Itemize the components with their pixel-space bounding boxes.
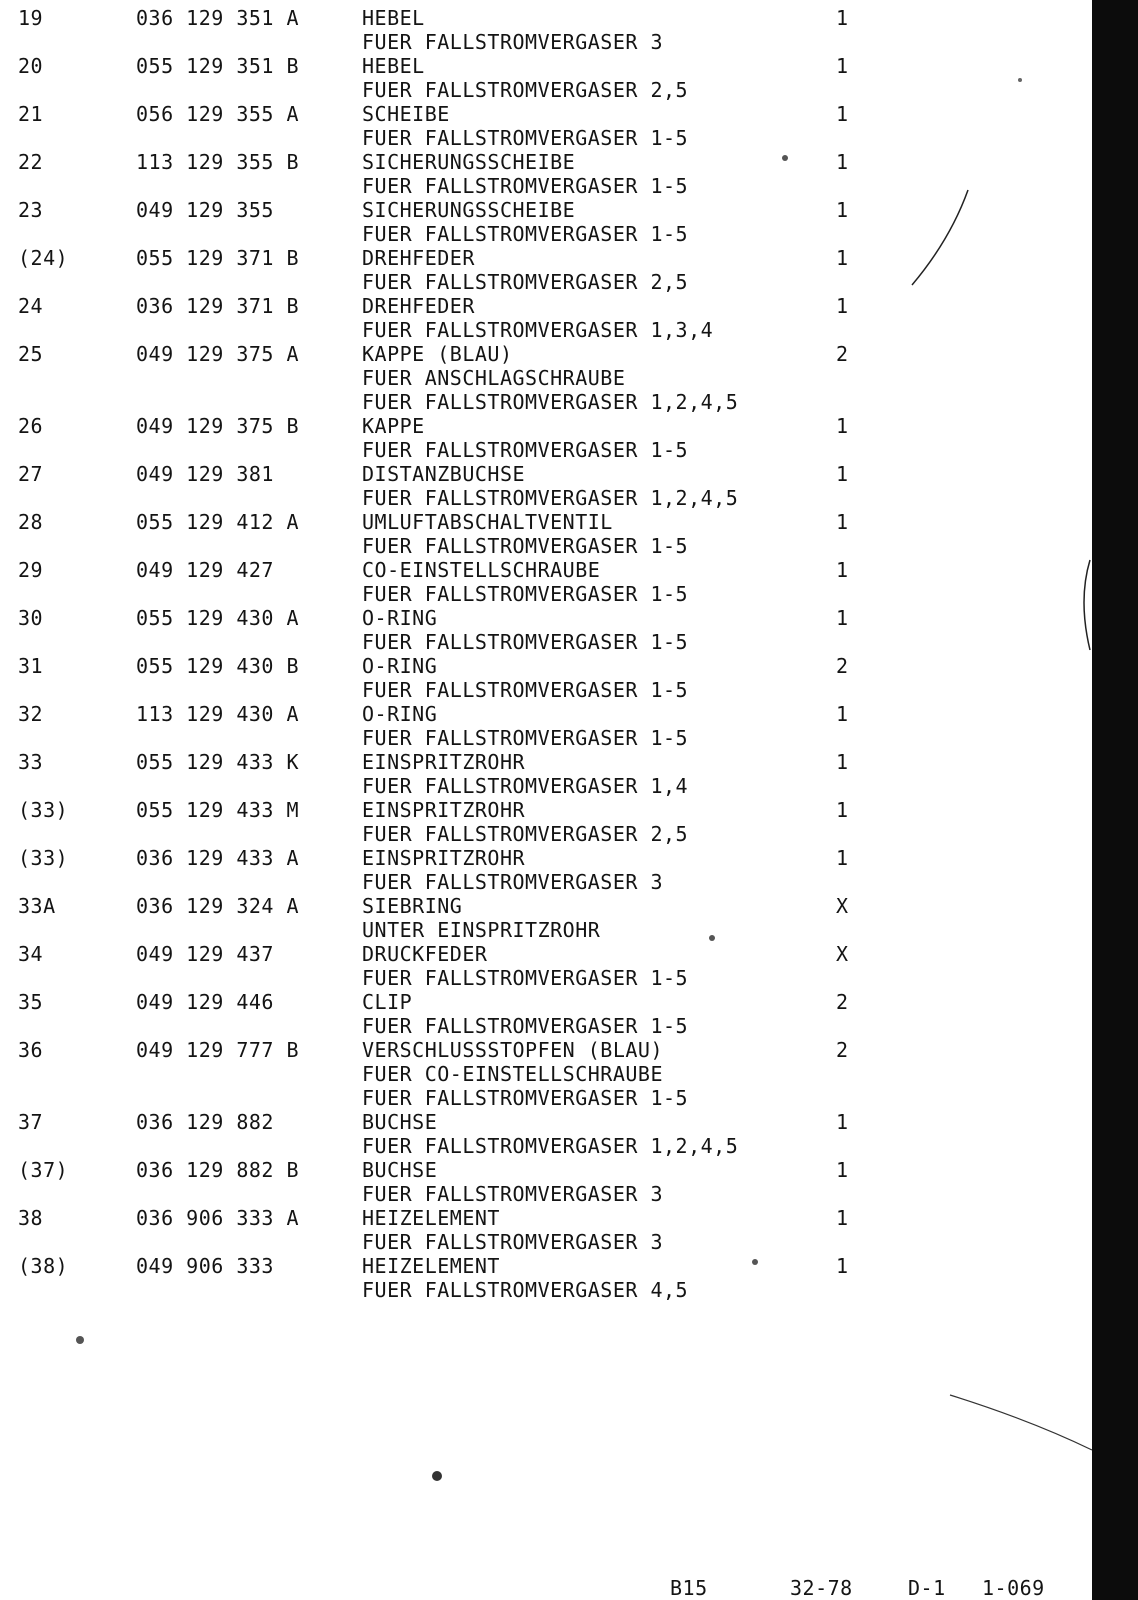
part-description: DRUCKFEDER [362,942,488,966]
part-position: 24 [18,294,44,318]
part-main-line [0,798,1080,822]
part-note-line [0,918,1080,942]
part-position: (33) [18,846,69,870]
part-quantity: X [836,894,849,918]
part-position: (37) [18,1158,69,1182]
part-description: CLIP [362,990,413,1014]
part-description: SCHEIBE [362,102,450,126]
part-quantity: 1 [836,798,849,822]
part-main-line [0,414,1080,438]
part-number: 036 129 433 A [136,846,300,870]
part-quantity: 1 [836,558,849,582]
part-note-line [0,30,1080,54]
part-number: 055 129 433 K [136,750,300,774]
part-application: FUER FALLSTROMVERGASER 1,2,4,5 [362,1134,739,1158]
footer-code: 32-78 [790,1576,853,1600]
part-entry [0,510,1080,558]
part-application: FUER CO-EINSTELLSCHRAUBE [362,1062,663,1086]
part-quantity: 1 [836,246,849,270]
part-note-line [0,318,1080,342]
part-application: FUER FALLSTROMVERGASER 3 [362,1182,663,1206]
part-main-line [0,510,1080,534]
part-note-line [0,966,1080,990]
part-entry [0,942,1080,990]
part-number: 055 129 412 A [136,510,300,534]
part-note-line [0,1086,1080,1110]
part-number: 036 129 351 A [136,6,300,30]
part-description: O-RING [362,654,438,678]
part-note-line [0,1182,1080,1206]
part-note-line [0,222,1080,246]
part-quantity: 1 [836,198,849,222]
part-position: 22 [18,150,44,174]
part-position: 25 [18,342,44,366]
part-number: 055 129 430 B [136,654,300,678]
part-entry [0,1206,1080,1254]
part-quantity: 1 [836,846,849,870]
part-number: 056 129 355 A [136,102,300,126]
part-quantity: 2 [836,1038,849,1062]
part-position: 33 [18,750,44,774]
part-quantity: 1 [836,462,849,486]
part-entry [0,894,1080,942]
part-entry [0,606,1080,654]
part-position: (24) [18,246,69,270]
part-main-line [0,894,1080,918]
part-note-line [0,870,1080,894]
parts-list [0,6,1080,1302]
part-number: 036 129 882 B [136,1158,300,1182]
part-description: DREHFEDER [362,246,475,270]
part-description: KAPPE [362,414,425,438]
scan-speck [76,1336,84,1344]
part-main-line [0,654,1080,678]
part-number: 049 906 333 [136,1254,274,1278]
part-description: SIEBRING [362,894,463,918]
part-number: 049 129 381 [136,462,274,486]
part-application: UNTER EINSPRITZROHR [362,918,601,942]
part-note-line [0,1278,1080,1302]
part-quantity: 1 [836,702,849,726]
footer-sheet: 1-069 [982,1576,1045,1600]
part-number: 049 129 446 [136,990,274,1014]
part-description: KAPPE (BLAU) [362,342,513,366]
part-number: 049 129 355 [136,198,274,222]
part-description: SICHERUNGSSCHEIBE [362,150,576,174]
part-position: 32 [18,702,44,726]
part-application: FUER FALLSTROMVERGASER 1-5 [362,630,689,654]
part-entry [0,990,1080,1038]
part-note-line [0,630,1080,654]
part-description: O-RING [362,606,438,630]
part-number: 049 129 437 [136,942,274,966]
part-note-line [0,1014,1080,1038]
part-number: 036 906 333 A [136,1206,300,1230]
part-note-line [0,1134,1080,1158]
part-position: 34 [18,942,44,966]
part-quantity: 1 [836,1206,849,1230]
part-description: EINSPRITZROHR [362,846,526,870]
part-entry [0,414,1080,462]
part-number: 055 129 433 M [136,798,300,822]
part-position: 20 [18,54,44,78]
part-number: 055 129 351 B [136,54,300,78]
part-entry [0,198,1080,246]
part-note-line [0,582,1080,606]
part-note-line [0,1062,1080,1086]
part-main-line [0,342,1080,366]
part-position: 31 [18,654,44,678]
part-note-line [0,678,1080,702]
part-main-line [0,246,1080,270]
scan-speck [432,1471,442,1481]
part-quantity: 1 [836,150,849,174]
scan-corner-stroke [950,1395,1092,1450]
part-main-line [0,558,1080,582]
part-description: HEIZELEMENT [362,1254,500,1278]
part-application: FUER FALLSTROMVERGASER 1-5 [362,582,689,606]
part-entry [0,1254,1080,1302]
part-position: 33A [18,894,56,918]
part-number: 055 129 430 A [136,606,300,630]
part-main-line [0,702,1080,726]
part-main-line [0,990,1080,1014]
part-quantity: 1 [836,606,849,630]
part-number: 055 129 371 B [136,246,300,270]
part-application: FUER FALLSTROMVERGASER 1-5 [362,1014,689,1038]
part-entry [0,6,1080,54]
part-position: 38 [18,1206,44,1230]
part-main-line [0,6,1080,30]
part-description: UMLUFTABSCHALTVENTIL [362,510,613,534]
part-main-line [0,1206,1080,1230]
part-main-line [0,462,1080,486]
part-application: FUER FALLSTROMVERGASER 1,2,4,5 [362,390,739,414]
part-description: SICHERUNGSSCHEIBE [362,198,576,222]
part-note-line [0,126,1080,150]
part-application: FUER FALLSTROMVERGASER 1-5 [362,678,689,702]
part-note-line [0,726,1080,750]
part-application: FUER FALLSTROMVERGASER 1-5 [362,126,689,150]
part-number: 113 129 430 A [136,702,300,726]
part-entry [0,1158,1080,1206]
part-quantity: 2 [836,654,849,678]
part-application: FUER ANSCHLAGSCHRAUBE [362,366,626,390]
part-application: FUER FALLSTROMVERGASER 1-5 [362,438,689,462]
part-application: FUER FALLSTROMVERGASER 2,5 [362,78,689,102]
part-main-line [0,54,1080,78]
part-position: (33) [18,798,69,822]
part-application: FUER FALLSTROMVERGASER 3 [362,1230,663,1254]
part-note-line [0,534,1080,558]
part-description: HEBEL [362,6,425,30]
part-application: FUER FALLSTROMVERGASER 1-5 [362,726,689,750]
part-entry [0,462,1080,510]
part-note-line [0,1230,1080,1254]
part-number: 036 129 324 A [136,894,300,918]
part-entry [0,150,1080,198]
part-description: VERSCHLUSSSTOPFEN (BLAU) [362,1038,663,1062]
part-position: 28 [18,510,44,534]
part-quantity: 1 [836,1110,849,1134]
part-entry [0,1038,1080,1110]
part-position: 35 [18,990,44,1014]
part-main-line [0,1254,1080,1278]
part-description: EINSPRITZROHR [362,750,526,774]
scan-border-bar [1092,0,1138,1600]
part-application: FUER FALLSTROMVERGASER 3 [362,870,663,894]
part-main-line [0,102,1080,126]
part-number: 049 129 375 B [136,414,300,438]
part-main-line [0,150,1080,174]
part-main-line [0,294,1080,318]
part-application: FUER FALLSTROMVERGASER 1-5 [362,966,689,990]
part-application: FUER FALLSTROMVERGASER 1,4 [362,774,689,798]
part-application: FUER FALLSTROMVERGASER 2,5 [362,270,689,294]
part-description: BUCHSE [362,1110,438,1134]
footer-page-ref: B15 [670,1576,708,1600]
part-note-line [0,390,1080,414]
part-quantity: 2 [836,990,849,1014]
part-quantity: 1 [836,54,849,78]
part-quantity: 1 [836,750,849,774]
part-number: 036 129 371 B [136,294,300,318]
part-application: FUER FALLSTROMVERGASER 1-5 [362,222,689,246]
part-position: 36 [18,1038,44,1062]
part-number: 113 129 355 B [136,150,300,174]
part-number: 049 129 427 [136,558,274,582]
part-main-line [0,1158,1080,1182]
part-quantity: 1 [836,414,849,438]
part-position: 37 [18,1110,44,1134]
part-main-line [0,750,1080,774]
part-entry [0,558,1080,606]
part-entry [0,294,1080,342]
part-number: 036 129 882 [136,1110,274,1134]
part-entry [0,798,1080,846]
part-note-line [0,78,1080,102]
part-position: (38) [18,1254,69,1278]
part-application: FUER FALLSTROMVERGASER 1-5 [362,174,689,198]
part-number: 049 129 375 A [136,342,300,366]
part-main-line [0,942,1080,966]
part-quantity: 1 [836,1158,849,1182]
part-description: HEBEL [362,54,425,78]
part-note-line [0,774,1080,798]
part-position: 29 [18,558,44,582]
part-note-line [0,486,1080,510]
part-application: FUER FALLSTROMVERGASER 1,2,4,5 [362,486,739,510]
part-note-line [0,270,1080,294]
part-description: DISTANZBUCHSE [362,462,526,486]
part-note-line [0,822,1080,846]
part-position: 23 [18,198,44,222]
part-entry [0,54,1080,102]
part-application: FUER FALLSTROMVERGASER 2,5 [362,822,689,846]
part-entry [0,1110,1080,1158]
part-description: CO-EINSTELLSCHRAUBE [362,558,601,582]
part-entry [0,846,1080,894]
part-description: DREHFEDER [362,294,475,318]
part-quantity: 1 [836,6,849,30]
part-entry [0,750,1080,798]
part-note-line [0,174,1080,198]
part-position: 27 [18,462,44,486]
part-position: 19 [18,6,44,30]
part-description: EINSPRITZROHR [362,798,526,822]
part-quantity: 1 [836,294,849,318]
part-application: FUER FALLSTROMVERGASER 1-5 [362,1086,689,1110]
part-position: 30 [18,606,44,630]
part-note-line [0,366,1080,390]
part-main-line [0,198,1080,222]
part-main-line [0,1038,1080,1062]
footer-section: D-1 [908,1576,946,1600]
part-application: FUER FALLSTROMVERGASER 3 [362,30,663,54]
part-entry [0,342,1080,414]
part-description: O-RING [362,702,438,726]
part-application: FUER FALLSTROMVERGASER 1-5 [362,534,689,558]
part-entry [0,702,1080,750]
part-entry [0,654,1080,702]
part-quantity: 1 [836,102,849,126]
part-description: HEIZELEMENT [362,1206,500,1230]
part-description: BUCHSE [362,1158,438,1182]
part-quantity: 1 [836,1254,849,1278]
part-quantity: 1 [836,510,849,534]
part-note-line [0,438,1080,462]
part-entry [0,246,1080,294]
part-position: 21 [18,102,44,126]
part-main-line [0,1110,1080,1134]
part-position: 26 [18,414,44,438]
part-application: FUER FALLSTROMVERGASER 1,3,4 [362,318,714,342]
part-quantity: 2 [836,342,849,366]
scan-edge-curve [1084,560,1090,650]
part-main-line [0,846,1080,870]
part-application: FUER FALLSTROMVERGASER 4,5 [362,1278,689,1302]
part-main-line [0,606,1080,630]
part-entry [0,102,1080,150]
part-number: 049 129 777 B [136,1038,300,1062]
part-quantity: X [836,942,849,966]
